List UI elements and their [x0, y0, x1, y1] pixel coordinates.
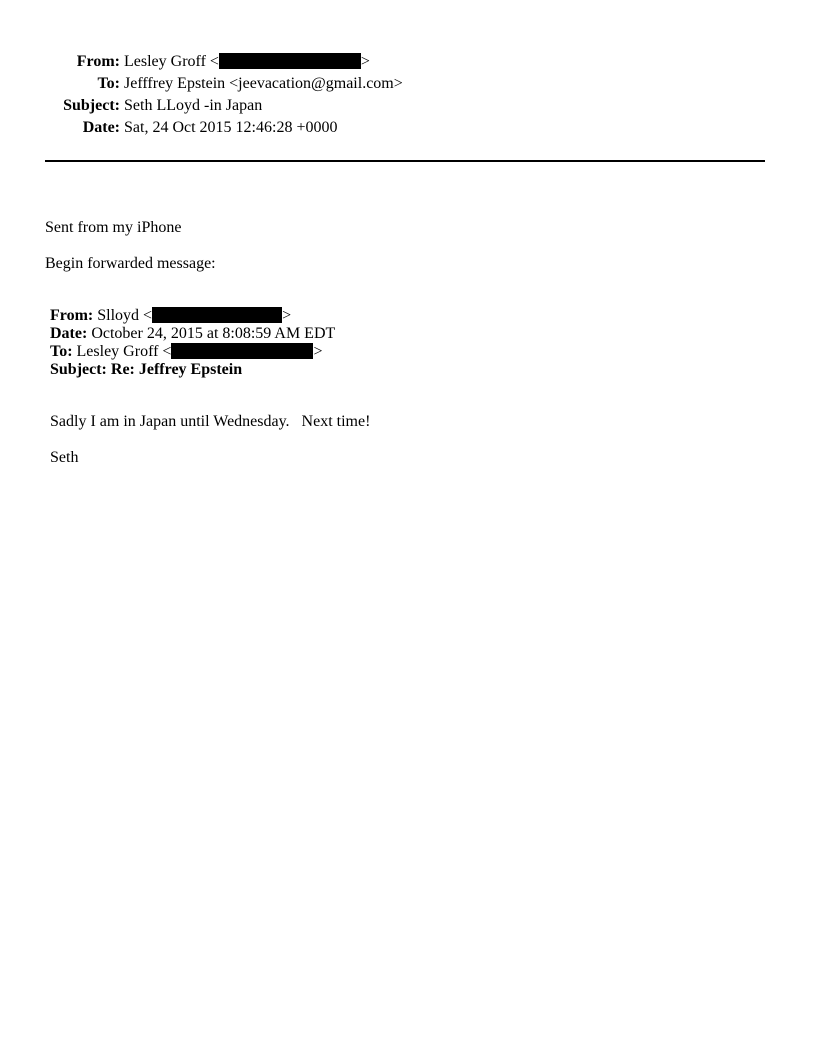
forwarded-date-value: October 24, 2015 at 8:08:59 AM EDT	[91, 325, 336, 342]
forwarded-date-row	[50, 325, 335, 343]
header-subject-label: Subject:	[63, 97, 120, 114]
forwarded-subject-label: Subject:	[50, 361, 107, 378]
header-from-name: Lesley Groff <	[124, 53, 219, 70]
forwarded-subject-value: Re: Jeffrey Epstein	[110, 361, 243, 378]
header-from-row	[0, 51, 816, 73]
header-date-row	[0, 117, 816, 139]
forwarded-to-close: >	[313, 343, 323, 360]
header-to-row	[0, 73, 816, 95]
forwarded-from-close: >	[282, 307, 292, 324]
header-from-value	[124, 51, 370, 73]
forwarded-to-label: To:	[50, 343, 73, 360]
header-date-value: Sat, 24 Oct 2015 12:46:28 +0000	[124, 119, 338, 136]
forwarded-to-name: Lesley Groff <	[76, 343, 172, 360]
header-to-label: To:	[97, 75, 120, 92]
begin-forwarded-line: Begin forwarded message:	[45, 255, 216, 272]
header-from-close: >	[360, 53, 370, 70]
header-from-label: From:	[76, 53, 120, 70]
forwarded-from-label: From:	[50, 307, 94, 324]
forwarded-subject-row	[50, 361, 242, 379]
sent-from-line: Sent from my iPhone	[45, 219, 182, 236]
forwarded-to-row	[50, 343, 322, 361]
forwarded-from-row	[50, 307, 291, 325]
redaction-bar	[171, 343, 313, 359]
redaction-bar	[152, 307, 282, 323]
forwarded-signature: Seth	[50, 449, 79, 466]
forwarded-date-label: Date:	[50, 325, 88, 342]
redaction-bar	[219, 53, 361, 69]
header-divider	[45, 160, 765, 162]
header-date-label: Date:	[82, 119, 120, 136]
header-subject-row	[0, 95, 816, 117]
header-subject-value: Seth LLoyd -in Japan	[124, 97, 263, 114]
header-to-value: Jefffrey Epstein <jeevacation@gmail.com>	[124, 75, 403, 92]
forwarded-message-text: Sadly I am in Japan until Wednesday. Next time!	[50, 413, 371, 430]
forwarded-from-name: Slloyd <	[97, 307, 153, 324]
